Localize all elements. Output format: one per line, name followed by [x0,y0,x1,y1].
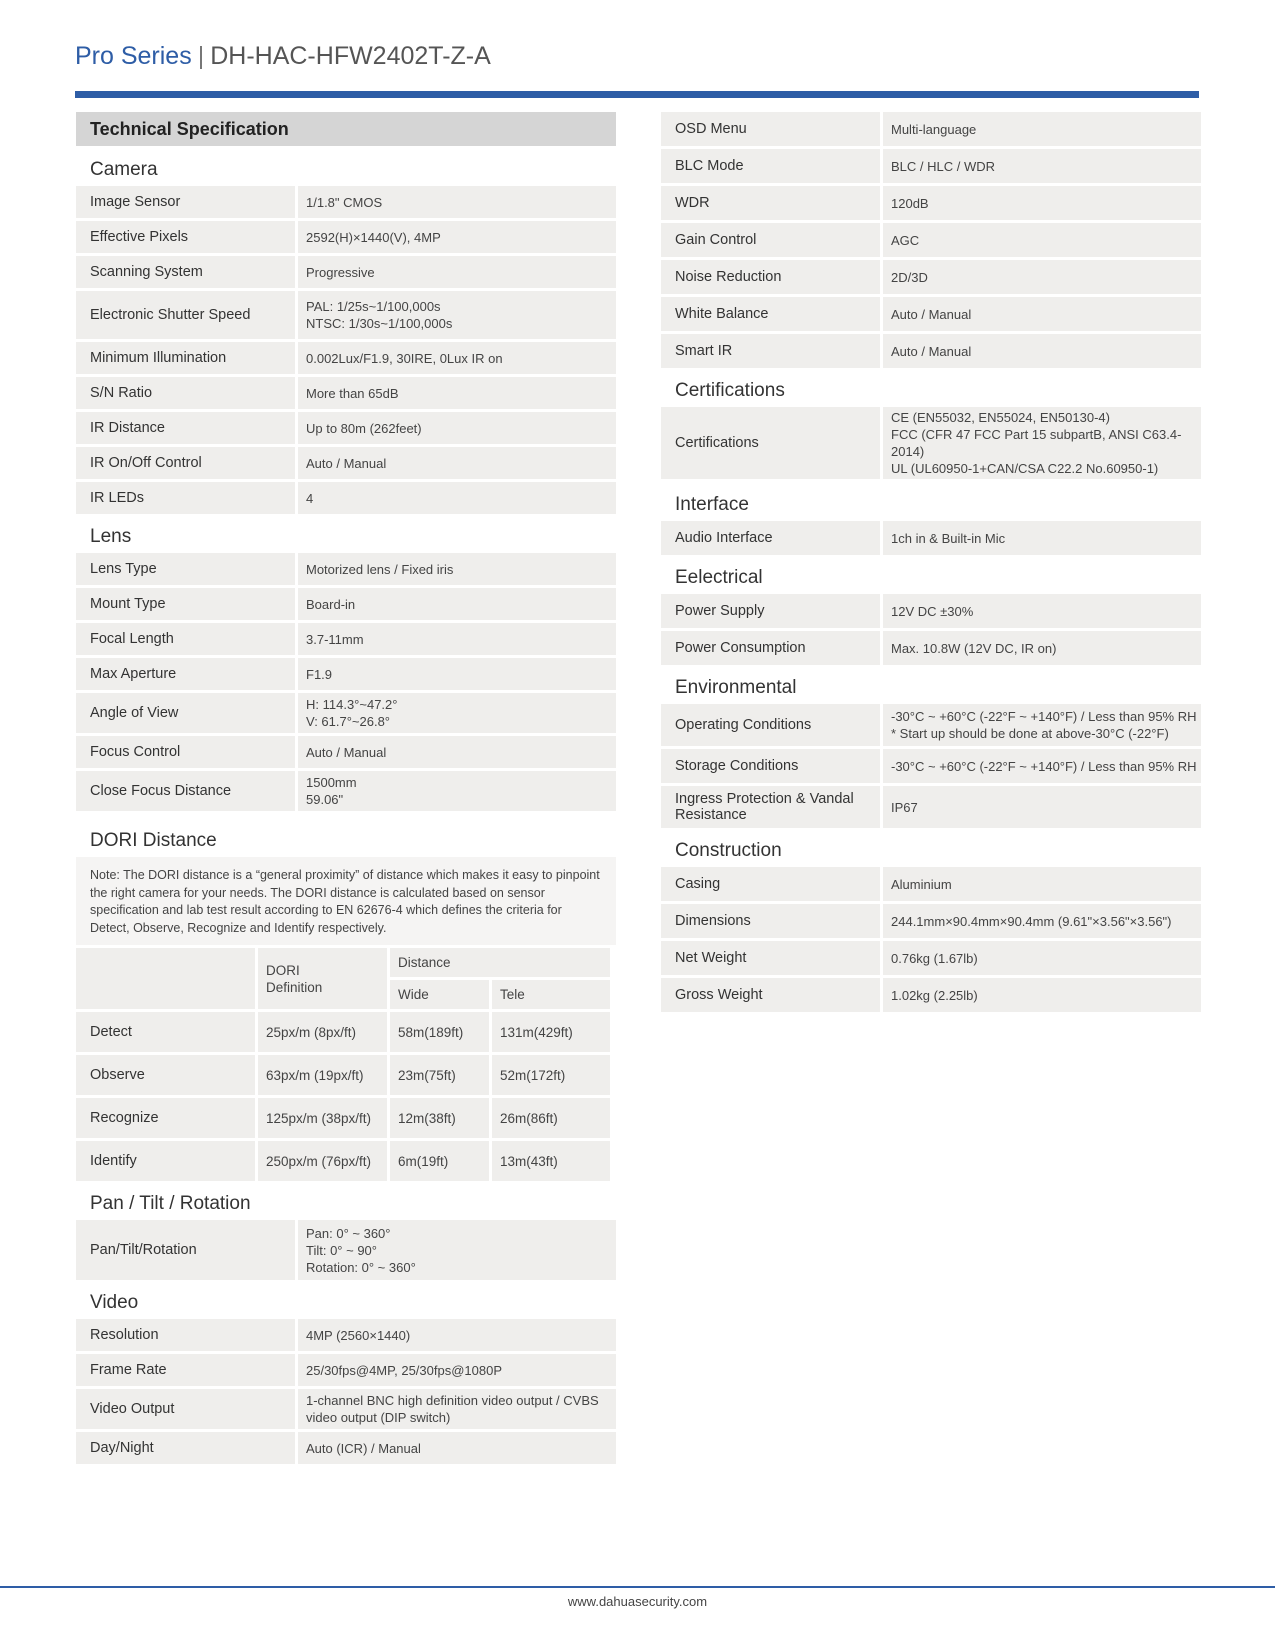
spec-row [661,704,1201,746]
spec-row [76,1319,616,1351]
spec-value: CE (EN55032, EN55024, EN50130-4) FCC (CFR 47 FCC Part 15 subpartB, ANSI C63.4-2014) UL (UL60950-1+CAN/CSA C22.2 No.60950-1) [883,407,1201,479]
spec-value: Auto / Manual [298,447,616,479]
environmental-rows [661,704,1201,828]
video-rows [76,1319,616,1464]
section-title-camera: Camera [90,159,158,180]
spec-label: Noise Reduction [661,260,880,294]
dori-row-tele: 52m(172ft) [492,1055,610,1095]
spec-row [661,334,1201,368]
spec-row [661,867,1201,901]
spec-label: Audio Interface [661,521,880,555]
spec-value: 2D/3D [883,260,1201,294]
spec-row [76,412,616,444]
spec-row [76,377,616,409]
spec-row [76,1220,616,1280]
spec-row [76,623,616,655]
spec-row [76,553,616,585]
spec-row [661,407,1201,479]
spec-value: F1.9 [298,658,616,690]
spec-label: Resolution [76,1319,295,1351]
spec-label: Effective Pixels [76,221,295,253]
dori-row-label: Detect [76,1012,255,1052]
dori-row-definition: 63px/m (19px/ft) [258,1055,387,1095]
spec-row [76,291,616,339]
dori-header-blank [76,948,255,1009]
spec-row [661,904,1201,938]
spec-label: IR Distance [76,412,295,444]
spec-value: 1500mm 59.06" [298,771,616,811]
spec-label: S/N Ratio [76,377,295,409]
footer-url: www.dahuasecurity.com [567,1594,708,1609]
spec-label: Mount Type [76,588,295,620]
dori-row-definition: 250px/m (76px/ft) [258,1141,387,1181]
spec-label: Image Sensor [76,186,295,218]
spec-label: OSD Menu [661,112,880,146]
spec-value: 12V DC ±30% [883,594,1201,628]
spec-row [76,186,616,218]
spec-value: BLC / HLC / WDR [883,149,1201,183]
spec-row [76,658,616,690]
spec-row [76,1354,616,1386]
pan-rows [76,1220,616,1280]
spec-label: Pan/Tilt/Rotation [76,1220,295,1280]
dori-row-observe [76,1055,610,1095]
spec-value: 1.02kg (2.25lb) [883,978,1201,1012]
section-title-environmental: Environmental [675,677,797,698]
spec-value: IP67 [883,786,1201,828]
spec-row [76,1389,616,1429]
dori-row-label: Recognize [76,1098,255,1138]
spec-value: -30°C ~ +60°C (-22°F ~ +140°F) / Less than 95% RH * Start up should be done at above-30°C (-22°F) [883,704,1201,746]
dori-row-label: Identify [76,1141,255,1181]
spec-value: Auto / Manual [298,736,616,768]
spec-label: Electronic Shutter Speed [76,291,295,339]
spec-value: Pan: 0° ~ 360° Tilt: 0° ~ 90° Rotation: 0° ~ 360° [298,1220,616,1280]
spec-row [661,631,1201,665]
spec-label: Video Output [76,1389,295,1429]
spec-label: Dimensions [661,904,880,938]
certification-rows [661,407,1201,479]
dori-row-tele: 131m(429ft) [492,1012,610,1052]
spec-value: 1-channel BNC high definition video output / CVBS video output (DIP switch) [298,1389,616,1429]
construction-rows [661,867,1201,1012]
spec-value: Board-in [298,588,616,620]
header-separator: | [197,42,205,70]
spec-row [76,693,616,733]
spec-value: Motorized lens / Fixed iris [298,553,616,585]
spec-value: 4MP (2560×1440) [298,1319,616,1351]
spec-row [76,342,616,374]
spec-value: 2592(H)×1440(V), 4MP [298,221,616,253]
spec-title: Technical Specification [76,112,616,146]
spec-row [661,521,1201,555]
spec-row [76,447,616,479]
spec-row [661,260,1201,294]
spec-row [76,482,616,514]
dori-row-tele: 13m(43ft) [492,1141,610,1181]
header-rule [75,91,1199,98]
spec-value: 244.1mm×90.4mm×90.4mm (9.61"×3.56"×3.56") [883,904,1201,938]
spec-label: Focus Control [76,736,295,768]
spec-label: Power Supply [661,594,880,628]
camera-rows [76,186,616,514]
spec-value: More than 65dB [298,377,616,409]
spec-label: Net Weight [661,941,880,975]
dori-row-definition: 25px/m (8px/ft) [258,1012,387,1052]
spec-row [76,221,616,253]
dori-table [73,945,613,1184]
spec-row [661,112,1201,146]
spec-label: Smart IR [661,334,880,368]
right-column [661,112,1201,1015]
spec-value: -30°C ~ +60°C (-22°F ~ +140°F) / Less than 95% RH [883,749,1201,783]
general-rows [661,112,1201,368]
dori-row-recognize [76,1098,610,1138]
lens-rows [76,553,616,811]
spec-row [661,941,1201,975]
page-header [75,38,491,74]
spec-row [76,771,616,811]
spec-label: Ingress Protection & Vandal Resistance [661,786,880,828]
spec-row [661,978,1201,1012]
section-title-electrical: Eelectrical [675,567,763,588]
spec-label: Gross Weight [661,978,880,1012]
spec-label: Lens Type [76,553,295,585]
interface-rows [661,521,1201,555]
spec-label: Scanning System [76,256,295,288]
spec-label: Operating Conditions [661,704,880,746]
spec-value: Progressive [298,256,616,288]
spec-label: Max Aperture [76,658,295,690]
dori-row-wide: 23m(75ft) [390,1055,489,1095]
left-column [76,112,616,1467]
spec-label: Day/Night [76,1432,295,1464]
section-title-dori: DORI Distance [90,830,217,851]
spec-value: Auto / Manual [883,334,1201,368]
spec-row [76,588,616,620]
spec-label: Close Focus Distance [76,771,295,811]
spec-value: Up to 80m (262feet) [298,412,616,444]
spec-value: AGC [883,223,1201,257]
spec-row [661,749,1201,783]
spec-label: Gain Control [661,223,880,257]
spec-label: Focal Length [76,623,295,655]
spec-value: Auto (ICR) / Manual [298,1432,616,1464]
model-name: DH-HAC-HFW2402T-Z-A [210,42,491,70]
series-name: Pro Series [75,42,192,70]
spec-label: IR On/Off Control [76,447,295,479]
spec-value: 1ch in & Built-in Mic [883,521,1201,555]
dori-row-label: Observe [76,1055,255,1095]
spec-row [76,1432,616,1464]
dori-header-definition: DORI Definition [258,948,387,1009]
spec-value: Max. 10.8W (12V DC, IR on) [883,631,1201,665]
spec-label: Casing [661,867,880,901]
section-title-certifications: Certifications [675,380,785,401]
section-title-lens: Lens [90,526,132,547]
spec-label: White Balance [661,297,880,331]
spec-value: 3.7-11mm [298,623,616,655]
dori-header-distance: Distance [390,948,610,977]
section-title-pan-tilt-rotation: Pan / Tilt / Rotation [90,1193,251,1214]
spec-row [661,297,1201,331]
spec-row [76,256,616,288]
spec-value: 0.002Lux/F1.9, 30IRE, 0Lux IR on [298,342,616,374]
dori-header-wide: Wide [390,980,489,1009]
dori-note: Note: The DORI distance is a “general proximity” of distance which makes it easy to pinpoint the right camera for your needs. The DORI distance is calculated based on sensor specification and lab test result according to EN 62676-4 which defines the criteria for Detect, Observe, Recognize and Identify respectively. [76,857,616,945]
dori-row-wide: 12m(38ft) [390,1098,489,1138]
spec-row [661,149,1201,183]
spec-label: IR LEDs [76,482,295,514]
spec-row [661,223,1201,257]
spec-label: Power Consumption [661,631,880,665]
spec-label: Frame Rate [76,1354,295,1386]
spec-value: H: 114.3°~47.2° V: 61.7°~26.8° [298,693,616,733]
dori-header-tele: Tele [492,980,610,1009]
dori-row-wide: 58m(189ft) [390,1012,489,1052]
spec-value: 120dB [883,186,1201,220]
spec-value: 25/30fps@4MP, 25/30fps@1080P [298,1354,616,1386]
dori-row-detect [76,1012,610,1052]
section-title-interface: Interface [675,494,749,515]
section-title-video: Video [90,1292,139,1313]
dori-row-wide: 6m(19ft) [390,1141,489,1181]
electrical-rows [661,594,1201,665]
spec-value: Aluminium [883,867,1201,901]
spec-label: Storage Conditions [661,749,880,783]
section-title-construction: Construction [675,840,782,861]
dori-row-identify [76,1141,610,1181]
spec-value: Multi-language [883,112,1201,146]
spec-label: BLC Mode [661,149,880,183]
spec-row [661,186,1201,220]
spec-value: 1/1.8" CMOS [298,186,616,218]
dori-row-definition: 125px/m (38px/ft) [258,1098,387,1138]
spec-label: Certifications [661,407,880,479]
spec-value: PAL: 1/25s~1/100,000s NTSC: 1/30s~1/100,000s [298,291,616,339]
spec-row [76,736,616,768]
spec-row [661,786,1201,828]
spec-label: WDR [661,186,880,220]
footer-rule [0,1586,1275,1588]
spec-value: Auto / Manual [883,297,1201,331]
spec-label: Minimum Illumination [76,342,295,374]
spec-row [661,594,1201,628]
spec-value: 0.76kg (1.67lb) [883,941,1201,975]
spec-value: 4 [298,482,616,514]
dori-row-tele: 26m(86ft) [492,1098,610,1138]
spec-label: Angle of View [76,693,295,733]
